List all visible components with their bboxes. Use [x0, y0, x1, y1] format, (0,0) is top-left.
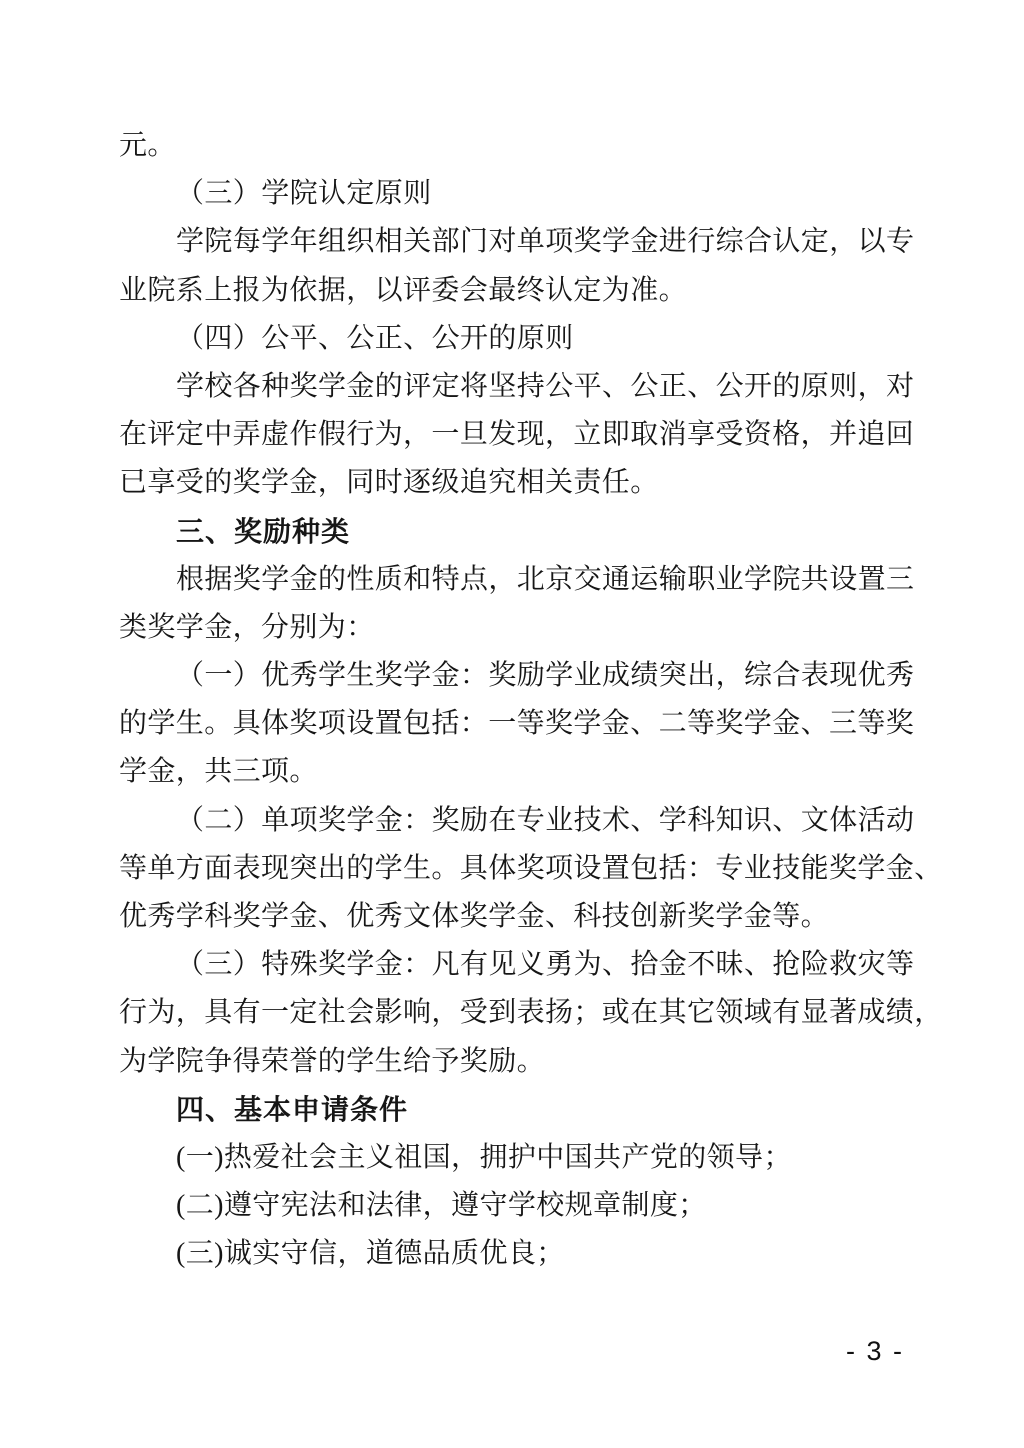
text-line: (一)热爱社会主义祖国，拥护中国共产党的领导；	[176, 1141, 792, 1173]
text-line: （三）特殊奖学金：凡有见义勇为、拾金不昧、抢险救灾等	[176, 949, 915, 981]
text-line: 为学院争得荣誉的学生给予奖励。	[119, 1045, 546, 1077]
text-line: 学校各种奖学金的评定将坚持公平、公正、公开的原则，对	[176, 370, 915, 402]
text-line: （四）公平、公正、公开的原则	[176, 322, 574, 354]
text-line: (二)遵守宪法和法律，遵守学校规章制度；	[176, 1190, 707, 1222]
document-body-text	[119, 122, 943, 1279]
text-line: （一）优秀学生奖学金：奖励学业成绩突出，综合表现优秀	[176, 660, 915, 692]
text-line: 类奖学金，分别为：	[119, 611, 375, 643]
text-line: 元。	[119, 130, 176, 161]
text-line: 根据奖学金的性质和特点，北京交通运输职业学院共设置三	[176, 563, 915, 595]
text-line: 已享受的奖学金，同时逐级追究相关责任。	[119, 467, 659, 499]
text-line: （三）学院认定原则	[176, 178, 432, 210]
text-line: 学院每学年组织相关部门对单项奖学金进行综合认定，以专	[176, 226, 915, 258]
text-line: （二）单项奖学金：奖励在专业技术、学科知识、文体活动	[176, 804, 915, 836]
section-heading: 四、基本申请条件	[176, 1093, 409, 1125]
text-line: 学金，共三项。	[119, 756, 318, 788]
text-line: 业院系上报为依据，以评委会最终认定为准。	[119, 274, 688, 306]
text-line: 行为，具有一定社会影响，受到表扬；或在其它领域有显著成绩，	[119, 997, 943, 1029]
text-line: 的学生。具体奖项设置包括：一等奖学金、二等奖学金、三等奖	[119, 708, 915, 740]
text-line: 优秀学科奖学金、优秀文体奖学金、科技创新奖学金等。	[119, 901, 830, 932]
section-heading: 三、奖励种类	[176, 515, 351, 547]
page-number: - 3 -	[845, 1336, 904, 1366]
text-line: (三)诚实守信，道德品质优良；	[176, 1238, 565, 1270]
text-line: 在评定中弄虚作假行为，一旦发现，立即取消享受资格，并追回	[119, 419, 915, 451]
text-line: 等单方面表现突出的学生。具体奖项设置包括：专业技能奖学金、	[119, 852, 943, 884]
